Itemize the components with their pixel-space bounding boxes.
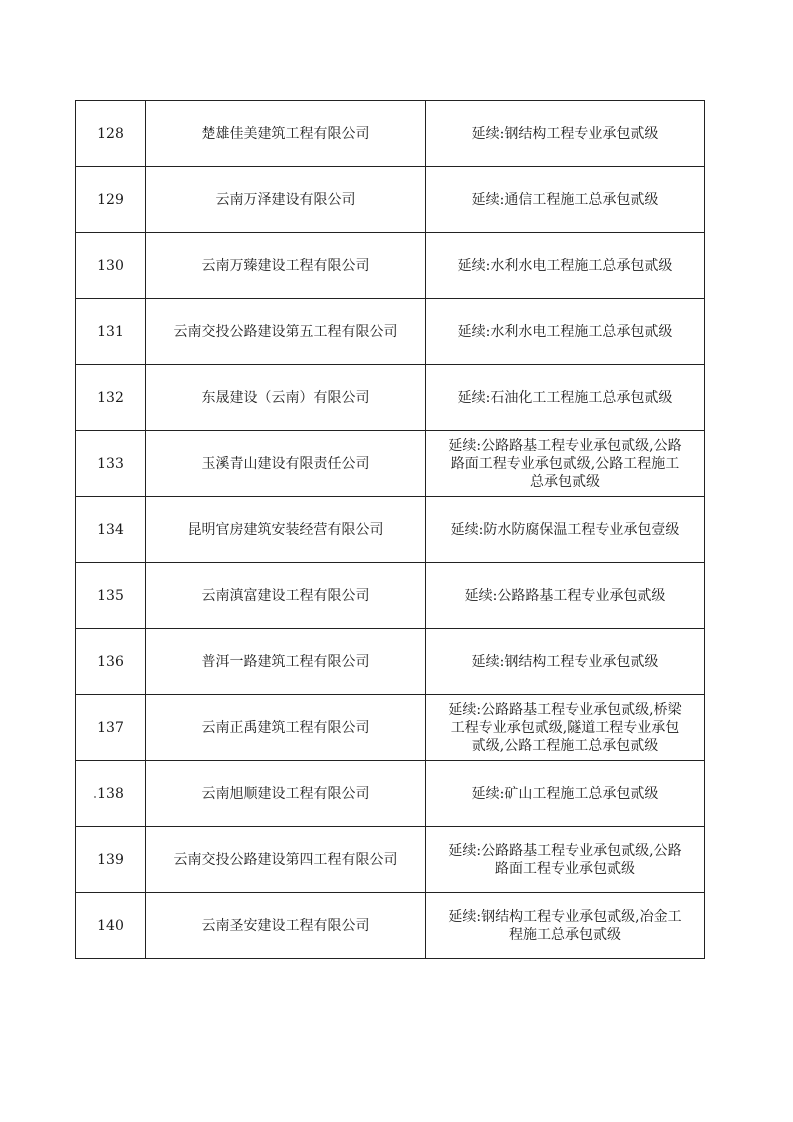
qualification-scope (426, 563, 705, 629)
company-name: 玉溪青山建设有限责任公司 (146, 431, 426, 497)
company-name: 云南滇富建设工程有限公司 (146, 563, 426, 629)
scope-line: 总承包贰级 (530, 473, 600, 490)
row-number: 140 (76, 893, 146, 959)
qualification-table (75, 100, 705, 959)
company-name: 云南交投公路建设第五工程有限公司 (146, 299, 426, 365)
company-name: 云南圣安建设工程有限公司 (146, 893, 426, 959)
table-row (76, 695, 705, 761)
row-number: 139 (76, 827, 146, 893)
table-row (76, 629, 705, 695)
qualification-scope (426, 431, 705, 497)
row-number: 128 (76, 101, 146, 167)
qualification-scope (426, 827, 705, 893)
row-number: 138 (76, 761, 146, 827)
row-number: 134 (76, 497, 146, 563)
scan-speck (94, 796, 96, 798)
qualification-scope (426, 761, 705, 827)
company-name: 云南正禹建筑工程有限公司 (146, 695, 426, 761)
scope-line: 延续:公路路基工程专业承包贰级 (464, 587, 666, 604)
company-name: 昆明官房建筑安装经营有限公司 (146, 497, 426, 563)
table-row (76, 497, 705, 563)
table-row (76, 233, 705, 299)
scope-line: 延续:水利水电工程施工总承包贰级 (457, 257, 673, 274)
scope-line: 延续:钢结构工程专业承包贰级 (471, 125, 659, 142)
qualification-scope (426, 893, 705, 959)
table-row (76, 101, 705, 167)
row-number: 135 (76, 563, 146, 629)
company-name: 云南旭顺建设工程有限公司 (146, 761, 426, 827)
qualification-scope (426, 497, 705, 563)
row-number: 131 (76, 299, 146, 365)
scope-line: 延续:公路路基工程专业承包贰级,桥梁 (448, 701, 682, 718)
scope-line: 贰级,公路工程施工总承包贰级 (471, 737, 659, 754)
scope-line: 延续:钢结构工程专业承包贰级 (471, 653, 659, 670)
row-number: 129 (76, 167, 146, 233)
scope-line: 延续:水利水电工程施工总承包贰级 (457, 323, 673, 340)
table-row (76, 893, 705, 959)
company-name: 云南万臻建设工程有限公司 (146, 233, 426, 299)
qualification-scope (426, 365, 705, 431)
qualification-scope (426, 167, 705, 233)
table-row (76, 431, 705, 497)
table-body (76, 101, 705, 959)
scope-line: 延续:通信工程施工总承包贰级 (471, 191, 659, 208)
qualification-scope (426, 233, 705, 299)
qualification-scope (426, 101, 705, 167)
company-name: 楚雄佳美建筑工程有限公司 (146, 101, 426, 167)
table-row (76, 563, 705, 629)
qualification-scope (426, 695, 705, 761)
company-name: 东晟建设（云南）有限公司 (146, 365, 426, 431)
scope-line: 程施工总承包贰级 (509, 926, 621, 943)
table-row (76, 365, 705, 431)
scope-line: 延续:钢结构工程专业承包贰级,冶金工 (448, 908, 682, 925)
scope-line: 延续:公路路基工程专业承包贰级,公路 (448, 437, 682, 454)
table-row (76, 167, 705, 233)
row-number: 133 (76, 431, 146, 497)
scope-line: 延续:防水防腐保温工程专业承包壹级 (450, 521, 680, 538)
qualification-scope (426, 299, 705, 365)
company-name: 云南交投公路建设第四工程有限公司 (146, 827, 426, 893)
table-row (76, 299, 705, 365)
qualification-scope (426, 629, 705, 695)
row-number: 132 (76, 365, 146, 431)
scope-line: 延续:石油化工工程施工总承包贰级 (457, 389, 673, 406)
scope-line: 延续:矿山工程施工总承包贰级 (471, 785, 659, 802)
table-row (76, 827, 705, 893)
scope-line: 工程专业承包贰级,隧道工程专业承包 (450, 719, 680, 736)
company-name: 云南万泽建设有限公司 (146, 167, 426, 233)
scope-line: 路面工程专业承包贰级,公路工程施工 (450, 455, 680, 472)
scope-line: 路面工程专业承包贰级 (495, 860, 635, 877)
row-number: 136 (76, 629, 146, 695)
company-name: 普洱一路建筑工程有限公司 (146, 629, 426, 695)
row-number: 137 (76, 695, 146, 761)
scope-line: 延续:公路路基工程专业承包贰级,公路 (448, 842, 682, 859)
row-number: 130 (76, 233, 146, 299)
table-row (76, 761, 705, 827)
